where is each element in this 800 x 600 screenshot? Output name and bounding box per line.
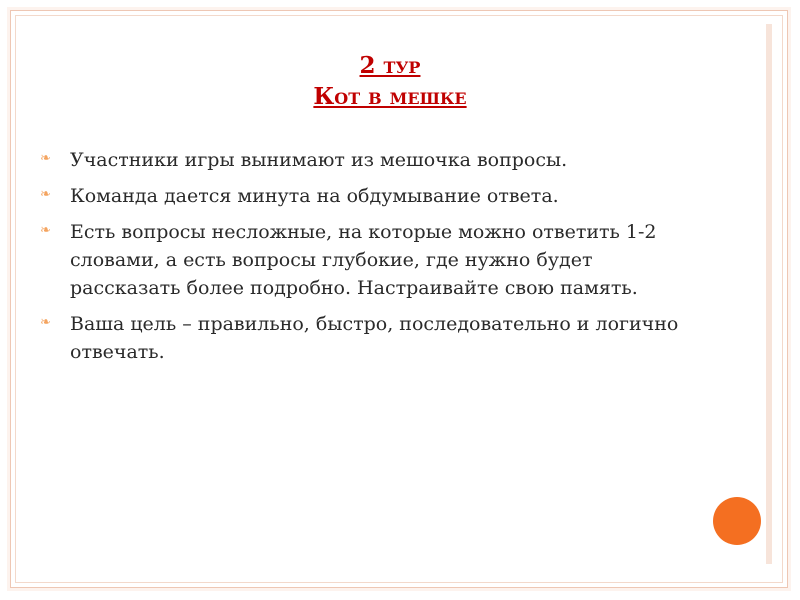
title-line-2: Кот в мешке [313, 83, 467, 110]
list-item [40, 146, 700, 174]
bullet-text: Команда дается минута на обдумывание ответа. [70, 185, 559, 207]
decor-circle [713, 497, 761, 545]
leaf-bullet-icon: ❧ [40, 151, 51, 166]
leaf-bullet-icon: ❧ [40, 187, 51, 202]
slide-title [0, 50, 780, 112]
bullet-text: Ваша цель – правильно, быстро, последовательно и логично отвечать. [70, 313, 679, 363]
list-item [40, 310, 700, 366]
bullet-text: Участники игры вынимают из мешочка вопросы. [70, 149, 568, 171]
list-item [40, 218, 700, 302]
title-line-1: 2 тур [359, 52, 421, 79]
bullet-text: Есть вопросы несложные, на которые можно ответить 1-2 словами, а есть вопросы глубокие, где нужно будет рассказать более подробно. Настраивайте свою память. [70, 221, 657, 299]
leaf-bullet-icon: ❧ [40, 315, 51, 330]
list-item [40, 182, 700, 210]
leaf-bullet-icon: ❧ [40, 223, 51, 238]
bullet-list [40, 146, 700, 374]
